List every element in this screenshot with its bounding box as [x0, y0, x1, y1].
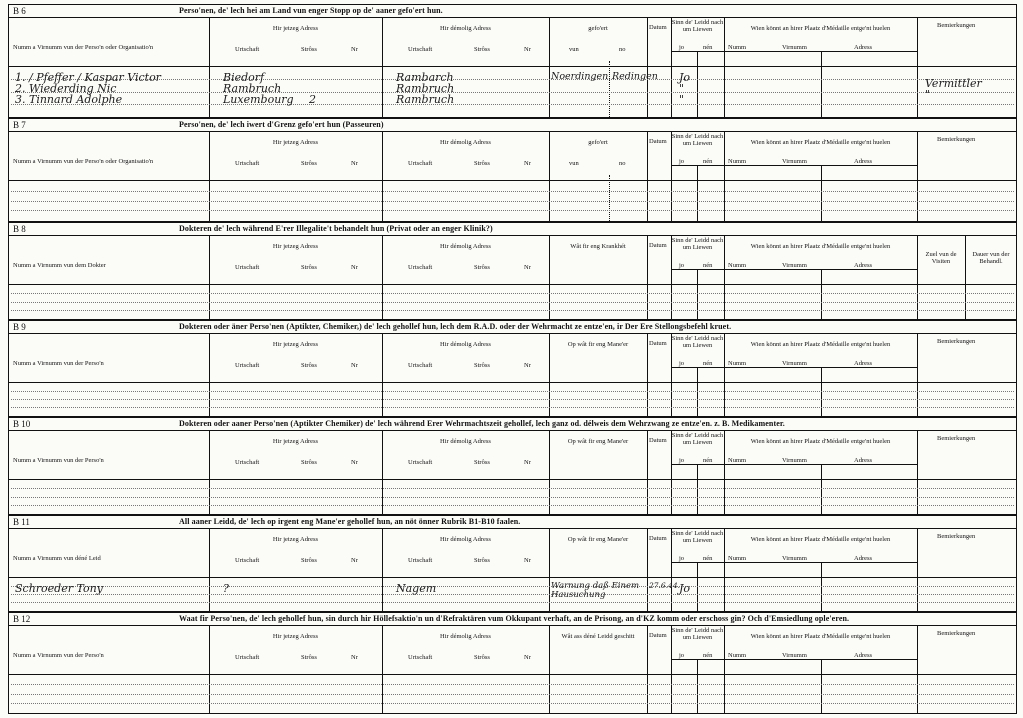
dotted-row-line — [11, 407, 1014, 408]
column-subheader: Urtschaft — [408, 557, 433, 564]
name-column-header: Numm a Virnumm vun der Perso'n oder Organisatio'n — [13, 44, 154, 51]
address-column-header: Op wât fir eng Mane'er — [567, 341, 629, 348]
column-subheader: Urtschaft — [235, 654, 260, 661]
column-divider — [917, 333, 918, 416]
dotted-row-line — [11, 210, 1014, 211]
column-divider — [917, 528, 918, 611]
column-divider — [647, 17, 648, 117]
form-section-b9 — [8, 320, 1017, 417]
medal-header: Wien könnt an hirer Plaatz d'Médaille entge'nt huelen — [750, 25, 891, 32]
column-subheader: Strôss — [301, 362, 317, 369]
medal-header: Wien könnt an hirer Plaatz d'Médaille entge'nt huelen — [750, 438, 891, 445]
column-divider — [609, 175, 610, 221]
section-title: Perso'nen, de' lech iwert d'Grenz gefo'ert hun (Passeuren) — [179, 120, 384, 129]
alive-yes-label: jo — [679, 44, 685, 51]
header-divider — [671, 659, 917, 660]
address-column-header: Wât ass déné Leidd geschitt — [561, 633, 635, 640]
name-column-header: Numm a Virnumm vun déné Leid — [13, 555, 101, 562]
remarks-header: Bemierkungen — [937, 136, 976, 143]
medal-subheader: Virnumm — [782, 44, 807, 51]
column-subheader: Strôss — [474, 160, 490, 167]
duration-header: Dauer vun der Behandl. — [972, 251, 1010, 266]
alive-header: Sinn de' Leidd nach um Liewen — [671, 530, 724, 545]
medal-subheader: Virnumm — [782, 262, 807, 269]
column-divider — [647, 430, 648, 514]
column-subheader: Nr — [524, 362, 531, 369]
medal-header: Wien könnt an hirer Plaatz d'Médaille entge'nt huelen — [750, 633, 891, 640]
name-column-header: Numm a Virnumm vun der Perso'n — [13, 457, 104, 464]
entry-date: 27.6.44. — [649, 581, 681, 590]
entry-former-place: Nagem — [396, 582, 437, 595]
address-column-header: Hir démolig Adress — [440, 243, 491, 250]
alive-yes-label: jo — [679, 457, 685, 464]
entry-current-nr: 2 — [309, 93, 316, 106]
datum-header: Datum — [649, 340, 667, 347]
medal-subheader: Virnumm — [782, 360, 807, 367]
entry-current-place: Luxembourg — [223, 93, 294, 106]
header-divider — [671, 562, 917, 563]
address-column-header: Hir démolig Adress — [440, 25, 491, 32]
column-subheader: Urtschaft — [408, 160, 433, 167]
column-subheader: Nr — [524, 654, 531, 661]
entry-name: 1. / Pfeffer / Kaspar Victor — [15, 71, 161, 84]
entry-former-place: Rambruch — [396, 82, 455, 95]
entry-manner: Warnung daß Einem Hausuchung — [551, 581, 640, 600]
section-code: B 7 — [13, 120, 26, 130]
alive-no-label: nén — [703, 555, 713, 562]
dotted-row-line — [11, 497, 1014, 498]
datum-header: Datum — [649, 24, 667, 31]
form-section-b8 — [8, 222, 1017, 320]
section-title: Perso'nen, de' lech hei am Land vun enger Stopp op de' aaner gefo'ert hun. — [179, 6, 443, 15]
dotted-row-line — [11, 602, 1014, 603]
column-divider — [821, 165, 822, 221]
entry-alive: " — [679, 82, 685, 95]
column-subheader: Nr — [351, 557, 358, 564]
column-divider — [647, 625, 648, 713]
alive-no-label: nén — [703, 44, 713, 51]
address-column-header: Hir démolig Adress — [440, 139, 491, 146]
header-divider — [671, 51, 917, 52]
alive-yes-label: jo — [679, 158, 685, 165]
column-divider — [821, 51, 822, 117]
column-subheader: Strôss — [474, 362, 490, 369]
entry-former-place: Rambruch — [396, 93, 455, 106]
column-subheader: no — [619, 46, 626, 53]
datum-header: Datum — [649, 632, 667, 639]
column-subheader: Nr — [524, 557, 531, 564]
section-code: B 10 — [13, 419, 31, 429]
column-subheader: Strôss — [301, 46, 317, 53]
column-divider — [917, 625, 918, 713]
name-column-header: Numm a Virnumm vun dem Dokter — [13, 262, 106, 269]
entry-current-place: Rambruch — [223, 82, 282, 95]
medal-subheader: Adress — [854, 360, 873, 367]
medal-subheader: Adress — [854, 158, 873, 165]
header-divider — [671, 269, 917, 270]
column-subheader: Strôss — [474, 654, 490, 661]
column-subheader: Urtschaft — [408, 459, 433, 466]
dotted-row-line — [11, 104, 1014, 105]
dotted-row-line — [11, 391, 1014, 392]
address-column-header: gefo'ert — [588, 25, 608, 32]
column-subheader: Urtschaft — [408, 654, 433, 661]
address-column-header: Hir jetzeg Adress — [272, 438, 319, 445]
column-divider — [647, 528, 648, 611]
medal-subheader: Numm — [728, 360, 747, 367]
dotted-row-line — [11, 594, 1014, 595]
dotted-row-line — [11, 92, 1014, 93]
column-subheader: Nr — [351, 654, 358, 661]
column-subheader: vun — [569, 46, 579, 53]
dotted-row-line — [11, 586, 1014, 587]
dotted-row-line — [11, 293, 1014, 294]
column-subheader: Strôss — [474, 557, 490, 564]
address-column-header: Op wât fir eng Mane'er — [567, 438, 629, 445]
datum-header: Datum — [649, 535, 667, 542]
entry-remark: " — [925, 88, 931, 101]
datum-header: Datum — [649, 437, 667, 444]
address-column-header: Hir jetzeg Adress — [272, 139, 319, 146]
column-divider — [647, 333, 648, 416]
dotted-row-line — [11, 191, 1014, 192]
column-subheader: Strôss — [301, 160, 317, 167]
column-divider — [821, 659, 822, 713]
medal-subheader: Adress — [854, 555, 873, 562]
datum-header: Datum — [649, 138, 667, 145]
medal-subheader: Virnumm — [782, 555, 807, 562]
medal-subheader: Numm — [728, 262, 747, 269]
column-subheader: Urtschaft — [235, 46, 260, 53]
datum-header: Datum — [649, 242, 667, 249]
column-subheader: Nr — [351, 264, 358, 271]
medal-subheader: Adress — [854, 652, 873, 659]
medal-subheader: Numm — [728, 555, 747, 562]
column-divider — [697, 165, 698, 221]
column-subheader: Nr — [351, 160, 358, 167]
section-title: All aaner Leidd, de' lech op irgent eng Mane'er gehollef hun, an nöt önner Rubrik B1-B10 faalen. — [179, 517, 521, 526]
dotted-row-line — [11, 703, 1014, 704]
column-divider — [609, 61, 610, 117]
column-divider — [917, 131, 918, 221]
column-divider — [917, 17, 918, 117]
medal-header: Wien könnt an hirer Plaatz d'Médaille entge'nt huelen — [750, 243, 891, 250]
alive-no-label: nén — [703, 652, 713, 659]
section-code: B 6 — [13, 6, 26, 16]
address-column-header: Hir jetzeg Adress — [272, 243, 319, 250]
alive-header: Sinn de' Leidd nach um Liewen — [671, 432, 724, 447]
medal-header: Wien könnt an hirer Plaatz d'Médaille entge'nt huelen — [750, 139, 891, 146]
alive-no-label: nén — [703, 360, 713, 367]
name-column-header: Numm a Virnumm vun der Perso'n oder Organisatio'n — [13, 158, 154, 165]
column-subheader: vun — [569, 160, 579, 167]
alive-header: Sinn de' Leidd nach um Liewen — [671, 237, 724, 252]
address-column-header: Hir démolig Adress — [440, 438, 491, 445]
column-divider — [697, 51, 698, 117]
form-section-b6 — [8, 4, 1017, 118]
visits-header: Zuel vun de Visiten — [925, 251, 957, 266]
column-subheader: Strôss — [301, 264, 317, 271]
column-subheader: no — [619, 160, 626, 167]
column-subheader: Urtschaft — [235, 160, 260, 167]
name-column-header: Numm a Virnumm vun der Perso'n — [13, 360, 104, 367]
column-divider — [647, 235, 648, 319]
remarks-header: Bemierkungen — [937, 630, 976, 637]
address-column-header: Hir jetzeg Adress — [272, 25, 319, 32]
medal-subheader: Adress — [854, 262, 873, 269]
dotted-row-line — [11, 488, 1014, 489]
column-subheader: Strôss — [301, 459, 317, 466]
entry-alive: Jo — [679, 582, 691, 595]
alive-yes-label: jo — [679, 360, 685, 367]
address-column-header: Hir jetzeg Adress — [272, 341, 319, 348]
section-title: Dokteren oder aaner Perso'nen (Aptikter Chemiker) de' lech während Erer Wehrmachtszeit gehollef, lech ganz od. délweis dem Wehrzwang ze entze'en. z. B. Medikamenter. — [179, 419, 785, 428]
medal-subheader: Numm — [728, 158, 747, 165]
section-code: B 11 — [13, 517, 30, 527]
medal-header: Wien könnt an hirer Plaatz d'Médaille entge'nt huelen — [750, 341, 891, 348]
column-subheader: Strôss — [474, 459, 490, 466]
entry-current-place: Biedorf — [223, 71, 265, 84]
alive-header: Sinn de' Leidd nach um Liewen — [671, 627, 724, 642]
dotted-row-line — [11, 79, 1014, 80]
form-section-b12 — [8, 612, 1017, 714]
medal-subheader: Adress — [854, 457, 873, 464]
remarks-header: Bemierkungen — [937, 435, 976, 442]
form-section-b11 — [8, 515, 1017, 612]
dotted-row-line — [11, 310, 1014, 311]
section-code: B 8 — [13, 224, 26, 234]
section-title: Dokteren oder äner Perso'nen (Aptikter, Chemiker,) de' lech gehollef hun, lech dem R.A.D. oder der Wehrmacht ze entze'en, ir Der Ere Stellongsbefehl kruet. — [179, 322, 732, 331]
entry-current-place: ? — [223, 582, 229, 595]
column-subheader: Nr — [524, 264, 531, 271]
section-code: B 12 — [13, 614, 31, 624]
section-title: Waat fir Perso'nen, de' lech gehollef hun, sin durch hir Höllefsaktio'n un d'Refraktären vum Okkupant verhaft, an de Prisong, an d'KZ komm oder erschoss gin? Och d'Emsiedlung ople'eren. — [179, 614, 850, 623]
medal-header: Wien könnt an hirer Plaatz d'Médaille entge'nt huelen — [750, 536, 891, 543]
remarks-header: Bemierkungen — [937, 533, 976, 540]
column-subheader: Urtschaft — [408, 264, 433, 271]
entry-alive: " — [679, 93, 685, 106]
medal-subheader: Numm — [728, 457, 747, 464]
column-subheader: Nr — [351, 362, 358, 369]
column-divider — [917, 430, 918, 514]
alive-yes-label: jo — [679, 262, 685, 269]
form-section-b10 — [8, 417, 1017, 515]
alive-yes-label: jo — [679, 555, 685, 562]
header-divider — [671, 165, 917, 166]
medal-subheader: Numm — [728, 652, 747, 659]
column-subheader: Strôss — [474, 46, 490, 53]
section-title: Dokteren de' lech während E'rer Illegalite't behandelt hun (Privat oder an enger Klinik?) — [179, 224, 493, 233]
alive-header: Sinn de' Leidd nach um Liewen — [671, 133, 724, 148]
medal-subheader: Adress — [854, 44, 873, 51]
dotted-row-line — [11, 694, 1014, 695]
medal-subheader: Virnumm — [782, 158, 807, 165]
entry-former-place: Rambarch — [396, 71, 454, 84]
address-column-header: Wât fir eng Krankhét — [570, 243, 626, 250]
medal-subheader: Virnumm — [782, 457, 807, 464]
column-divider — [965, 235, 966, 319]
remarks-header: Bemierkungen — [937, 22, 976, 29]
column-subheader: Urtschaft — [235, 557, 260, 564]
column-subheader: Nr — [524, 160, 531, 167]
section-code: B 9 — [13, 322, 26, 332]
alive-yes-label: jo — [679, 652, 685, 659]
column-subheader: Urtschaft — [408, 46, 433, 53]
column-subheader: Strôss — [474, 264, 490, 271]
column-subheader: Strôss — [301, 654, 317, 661]
dotted-row-line — [11, 302, 1014, 303]
address-column-header: Hir démolig Adress — [440, 633, 491, 640]
column-subheader: Nr — [524, 46, 531, 53]
entry-name: Schroeder Tony — [15, 582, 103, 595]
name-column-header: Numm a Virnumm vun der Perso'n — [13, 652, 104, 659]
entry-from: Noerdingen — [551, 71, 609, 82]
entry-remark: Vermittler — [925, 77, 982, 90]
address-column-header: Hir démolig Adress — [440, 341, 491, 348]
column-divider — [917, 235, 918, 319]
form-section-b7 — [8, 118, 1017, 222]
alive-no-label: nén — [703, 158, 713, 165]
header-divider — [671, 464, 917, 465]
header-divider — [671, 367, 917, 368]
column-divider — [647, 131, 648, 221]
address-column-header: gefo'ert — [588, 139, 608, 146]
column-subheader: Nr — [351, 459, 358, 466]
dotted-row-line — [11, 505, 1014, 506]
column-subheader: Urtschaft — [235, 264, 260, 271]
column-divider — [697, 659, 698, 713]
dotted-row-line — [11, 399, 1014, 400]
alive-no-label: nén — [703, 457, 713, 464]
entry-name: 3. Tinnard Adolphe — [15, 93, 123, 106]
remarks-header: Bemierkungen — [937, 338, 976, 345]
column-subheader: Nr — [351, 46, 358, 53]
entry-alive: Jo — [679, 71, 691, 84]
address-column-header: Hir jetzeg Adress — [272, 536, 319, 543]
alive-header: Sinn de' Leidd nach um Liewen — [671, 19, 724, 34]
address-column-header: Op wât fir eng Mane'er — [567, 536, 629, 543]
entry-name: 2. Wiederding Nic — [15, 82, 117, 95]
column-subheader: Urtschaft — [235, 459, 260, 466]
alive-header: Sinn de' Leidd nach um Liewen — [671, 335, 724, 350]
column-subheader: Urtschaft — [235, 362, 260, 369]
medal-subheader: Numm — [728, 44, 747, 51]
entry-to: Redingen — [612, 71, 658, 82]
column-subheader: Strôss — [301, 557, 317, 564]
column-subheader: Nr — [524, 459, 531, 466]
dotted-row-line — [11, 201, 1014, 202]
address-column-header: Hir démolig Adress — [440, 536, 491, 543]
column-subheader: Urtschaft — [408, 362, 433, 369]
medal-subheader: Virnumm — [782, 652, 807, 659]
address-column-header: Hir jetzeg Adress — [272, 633, 319, 640]
dotted-row-line — [11, 684, 1014, 685]
alive-no-label: nén — [703, 262, 713, 269]
